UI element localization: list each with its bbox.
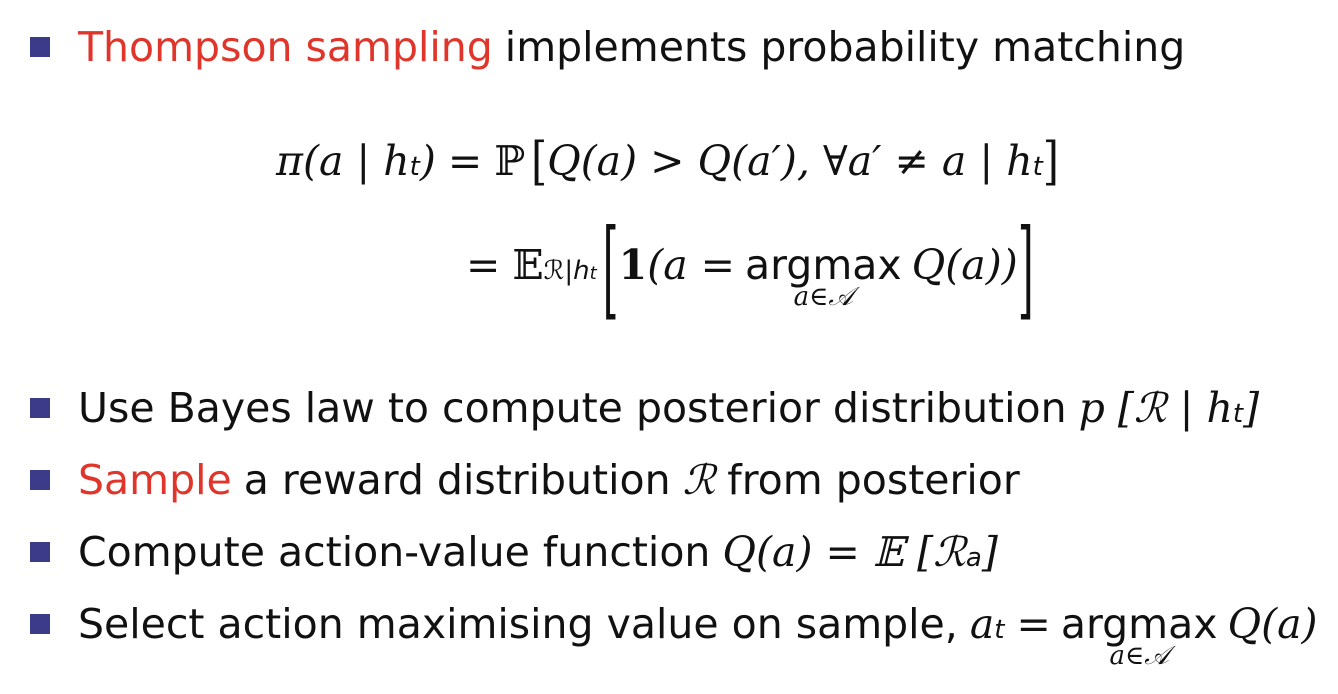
bullet-select-action — [30, 599, 1318, 671]
eq2-equals: = — [466, 241, 501, 289]
select-rhs: Q(a) — [1227, 600, 1318, 648]
select-argmax-under: a∈𝒜 — [1109, 641, 1169, 671]
action-value-sub: a — [965, 543, 982, 573]
bullet-thompson — [30, 22, 1185, 72]
action-value-math: Q(a) = 𝔼 [ℛ — [722, 528, 966, 576]
eq1-inner-sub: t — [1032, 152, 1043, 182]
eq2-expect: 𝔼 — [512, 241, 544, 289]
eq1-prob: ℙ — [494, 137, 526, 185]
eq2-expect-subsub: t — [589, 263, 597, 284]
eq2-close-bracket: ] — [1017, 206, 1034, 332]
eq1-inner: Q(a) > Q(a′), ∀a′ ≠ a | h — [547, 137, 1033, 185]
bullet-square-icon — [30, 398, 50, 418]
sample-highlight: Sample — [78, 456, 232, 504]
bayes-text: Use Bayes law to compute posterior distribution — [78, 384, 1067, 432]
equation-line-1 — [276, 131, 1059, 192]
select-argmax — [1060, 599, 1218, 671]
eq1-lhs-sub: t — [409, 152, 420, 182]
select-eq: = — [1016, 600, 1051, 648]
select-lhs-sub: t — [994, 615, 1005, 645]
bullet-square-icon — [30, 614, 50, 634]
eq1-open-bracket: [ — [531, 131, 548, 191]
bullet-square-icon — [30, 470, 50, 490]
sample-before: a reward distribution — [243, 456, 671, 504]
eq2-expect-sub: ℛ|h — [543, 256, 590, 286]
bayes-math-close: ] — [1243, 384, 1260, 432]
bayes-math: p [ℛ | h — [1078, 384, 1233, 432]
eq2-argmax — [745, 240, 902, 312]
eq1-close-bracket: ] — [1042, 131, 1059, 191]
bullet-square-icon — [30, 542, 50, 562]
thompson-highlight: Thompson sampling — [78, 23, 493, 71]
sample-math: ℛ — [682, 456, 716, 504]
bayes-math-sub: t — [1232, 399, 1244, 429]
action-value-close: ] — [981, 528, 998, 576]
eq2-indicator: 1 — [618, 241, 648, 289]
equation-line-2 — [466, 206, 1034, 332]
bullet-sample — [30, 455, 1020, 505]
bullet-square-icon — [30, 37, 50, 57]
sample-after: from posterior — [727, 456, 1020, 504]
select-text: Select action maximising value on sample, — [78, 600, 958, 648]
select-lhs: a — [969, 600, 995, 648]
eq2-open: (a = — [647, 241, 736, 289]
action-value-text: Compute action-value function — [78, 528, 711, 576]
thompson-rest: implements probability matching — [504, 23, 1186, 71]
eq1-lhs-close: ) — [419, 137, 436, 185]
eq2-argmax-under: a∈𝒜 — [793, 282, 854, 312]
eq1-equals: = — [447, 137, 483, 185]
eq2-argmax-op: argmax — [745, 241, 902, 289]
select-argmax-op: argmax — [1060, 600, 1218, 648]
eq2-open-bracket: [ — [602, 206, 619, 332]
bullet-bayes — [30, 383, 1259, 439]
eq1-lhs: π(a | h — [276, 137, 410, 185]
bullet-action-value — [30, 527, 998, 583]
eq2-close: Q(a)) — [911, 241, 1018, 289]
